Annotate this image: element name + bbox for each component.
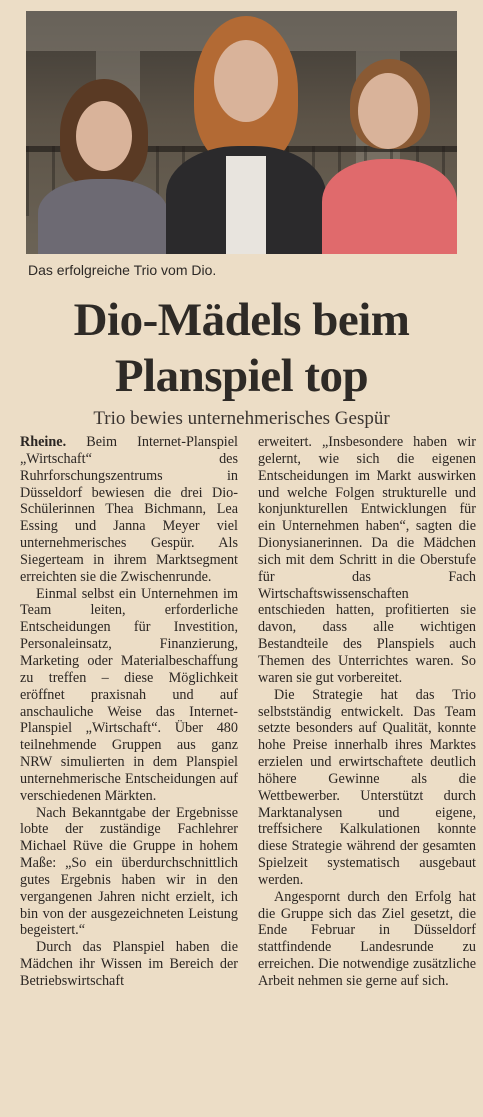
person-right bbox=[322, 59, 457, 254]
article-paragraph: Einmal selbst ein Unternehmen im Team leiten, erforderliche Entscheidungen für Investition, Personaleinsatz, Finanzierung, Marketing oder Materialbeschaffung zu treffen – diese Möglichkeit eröffnet praxisnah und auf anschauliche Weise das Internet-Planspiel „Wirtschaft“. Über 480 teilnehmende Gruppen aus ganz NRW simulierten in dem Planspiel unternehmerische Entscheidungen auf verschiedenen Märkten. bbox=[20, 585, 238, 804]
photo-caption: Das erfolgreiche Trio vom Dio. bbox=[28, 262, 217, 278]
headline bbox=[0, 292, 483, 404]
article-column-left bbox=[20, 434, 238, 990]
article-paragraph: Durch das Planspiel haben die Mädchen ihr Wissen im Bereich der Betriebswirtschaft bbox=[20, 939, 238, 989]
headline-line-2: Planspiel top bbox=[114, 350, 369, 402]
article-paragraph bbox=[20, 434, 238, 586]
paragraph-text: Beim Internet-Planspiel „Wirtschaft“ des Ruhrforschungszentrums in Düsseldorf bewiesen die drei Dio-Schülerinnen Thea Bichmann, Lea Essing und Janna Meyer viel unternehmerisches Gespür. Als Siegerteam in ihrem Marktsegment erreichten sie die Zwischenrunde. bbox=[20, 434, 238, 585]
headline-line-1: Dio-Mädels beim bbox=[73, 294, 410, 346]
article-paragraph: erweitert. „Insbesondere haben wir gelernt, wie sich die eigenen Entscheidungen im Markt auswirken und welche Folgen strukturelle und konjunkturellen Entwicklungen für ein Unternehmen haben“, sagten die Dionysianerinnen. Da die Mädchen sich mit dem Schritt in die Oberstufe für das Fach Wirtschaftswissenschaften entschieden hatten, profitierten sie davon, dass alle wichtigen Bestandteile des Planspiels auch Themen des Unterrichtes waren. So waren sie gut vorbereitet. bbox=[258, 434, 476, 686]
dateline: Rheine. bbox=[20, 434, 67, 450]
article-photo bbox=[26, 11, 457, 254]
person-left bbox=[38, 79, 168, 254]
article-paragraph: Nach Bekanntgabe der Ergebnisse lobte der zuständige Fachlehrer Michael Rüve die Gruppe in hohem Maße: „So ein überdurchschnittlich gutes Ergebnis haben wir in den vergangenen Jahren nicht erzielt, ich bin von der ausgezeichneten Leistung begeistert.“ bbox=[20, 804, 238, 939]
article-paragraph: Die Strategie hat das Trio selbstständig entwickelt. Das Team setzte besonders auf Qualität, konnte hohe Preise innerhalb ihres Marktes erzielen und erwirtschaftete deutlich höhere Gewinne als die Wettbewerber. Unterstützt durch Marktanalysen und eigene, treffsichere Kalkulationen konnte diese Strategie während der gesamten Spielzeit systematisch ausgebaut werden. bbox=[258, 686, 476, 888]
subheadline: Trio bewies unternehmerisches Gespür bbox=[93, 408, 390, 429]
person-middle bbox=[166, 16, 326, 254]
article-column-right bbox=[258, 434, 476, 990]
article-paragraph: Angespornt durch den Erfolg hat die Gruppe sich das Ziel gesetzt, die Ende Februar in Düsseldorf stattfindende Landesrunde zu erreichen. Die notwendige zusätzliche Arbeit nehmen sie gerne auf sich. bbox=[258, 888, 476, 989]
